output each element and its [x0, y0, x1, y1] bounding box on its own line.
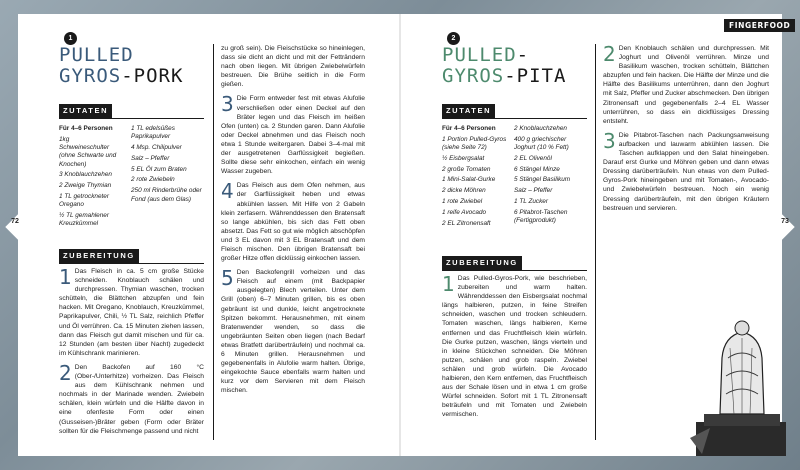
ingredient-item: 250 ml Rinderbrühe oder Fond (aus dem Glas) — [131, 187, 202, 203]
title-line2-b: -PITA — [504, 65, 567, 87]
recipe-step — [59, 360, 204, 436]
ingredient-item: Für 4–6 Personen — [442, 125, 496, 132]
title-line1-b: - — [516, 44, 530, 66]
ingredient-item: 3 Knoblauchzehen — [59, 171, 112, 179]
recipe-step — [442, 274, 587, 420]
statue-illustration — [690, 318, 786, 456]
ingredient-item: ½ Eisbergsalat — [442, 154, 485, 162]
zutaten-heading-left: ZUTATEN — [59, 104, 112, 118]
ingredients-left-col2 — [131, 125, 203, 206]
zubereitung-rule-left — [59, 263, 204, 264]
ingredient-item: 1 TL Zucker — [514, 198, 548, 206]
recipe-badge-right: 2 — [447, 32, 460, 45]
recipe-step — [603, 128, 769, 213]
recipe-step — [221, 181, 365, 263]
zutaten-rule-right — [442, 118, 587, 119]
book-spine — [399, 14, 401, 456]
zutaten-rule-left — [59, 118, 204, 119]
ingredient-item: 2 EL Zitronensaft — [442, 219, 491, 227]
ingredients-right-col2 — [514, 125, 586, 228]
recipe-step — [221, 94, 365, 176]
ingredient-item: 1 Portion Pulled-Gyros (siehe Seite 72) — [442, 135, 507, 152]
steps-left-col1 — [59, 267, 204, 441]
ingredient-item: 1kg Schweineschulter (ohne Schwarte und Knochen) — [59, 135, 117, 168]
ingredient-item: 2 große Tomaten — [442, 165, 491, 173]
category-tag: FINGERFOOD — [724, 19, 795, 32]
step-text: Die Form entweder fest mit etwas Alufolie verschließen oder einen Deckel auf den Bräter legen und das Fleisch im heißen Ofen (unten) ca. 2 Stunden garen. Dann Alufolie oder Deckel abnehmen und das Fleisch noch etwa 1 Stunde weitergaren. Dabei 3–4-mal mit der ausgetretenen Garflüssigkeit begießen. Sollte diese sehr einkochen, einfach ein wenig Wasser zugeben. — [221, 95, 365, 176]
zubereitung-rule-right — [442, 270, 587, 271]
recipe-title-right — [442, 45, 566, 87]
step-text: Die Pitabrot-Taschen nach Packungsanweisung aufbacken und lauwarm abkühlen lassen. Die Taschen aufklappen und den Salat hineingeben. Darauf erst Gurke und Möhren geben und dann etwas Dressing darüberträufeln. Nun etwas von dem Pulled-Gyros-Pork hineingeben und mit Tomaten-, Avocado- und Zwiebelwürfeln bestreuen. Noch ein wenig Dressing darüberträufeln, mit den übrigen Kräutern bestreuen und servieren. — [603, 131, 769, 212]
title-line2-b: -PORK — [121, 65, 184, 87]
ingredient-item: Für 4–6 Personen — [59, 125, 113, 132]
title-line2-a: GYROS — [59, 65, 122, 87]
recipe-step — [59, 267, 204, 358]
step-text: Den Knoblauch schälen und durchpressen. Mit Joghurt und Olivenöl verrühren. Minze und Basilikum waschen, trocken schütteln, Blättchen abzupfen und fein hacken. Die Hälfte der Minze und die Hälfte des Basilikums unterrühren, dann den Joghurt mit Salz, Pfeffer und Zucker abschmecken. Den übrigen Zitronensaft und gegebenenfalls 2–4 EL Wasser unterrühren, so dass ein dickflüssiges Dressing entsteht. — [603, 45, 769, 125]
ingredients-right-col1 — [442, 125, 508, 230]
step-text: Das Pulled-Gyros-Pork, wie beschrieben, zubereiten und warm halten. Währenddessen den Eisbergsalat nochmal längs halbieren, putzen, in feine Streifen schneiden, waschen und trocken schleudern. Tomaten waschen, längs halbieren, Kerne entfernen und das Fruchtfleisch klein würfeln. Die Gurke putzen, waschen, längs vierteln und in kleine Stückchen schneiden. Die Möhren putzen, schälen und grob raspeln. Zwiebel schälen und grob würfeln. Die Avocado halbieren, den Kern entfernen, das Fruchtfleisch aus der Schale lösen und in etwa 1 cm große Würfel schneiden. Sofort mit 1 TL Zitronensaft beträufeln und mit Tomaten und Zwiebeln vermischen. — [442, 275, 587, 419]
ingredient-item: 6 Stängel Minze — [514, 165, 560, 173]
step-number: 5 — [221, 266, 234, 291]
step-number: 1 — [442, 272, 455, 296]
ingredient-item: Salz – Pfeffer — [131, 154, 170, 162]
zutaten-heading-right: ZUTATEN — [442, 104, 495, 118]
ingredient-item: 5 Stängel Basilikum — [514, 176, 571, 184]
title-line1: PULLED — [59, 44, 134, 66]
steps-right-col1 — [442, 274, 587, 425]
step-text: Den Backofengrill vorheizen und das Fleisch auf einem (mit Backpapier ausgelegten) Blech verteilen. Unter dem Grill (oben) 6–7 Minuten grillen, bis es oben gebräunt ist und dunkle, leicht angetrocknete Spitzen bekommt. Herausnehmen, mit einem Bratenwender wenden, so dass die ungebräunten Seiten oben liegen (nach Bedarf etwas Bratfett darüberträufeln) und nochmal ca. 6 Minuten grillen. Herausnehmen und gegebenenfalls in Alufolie warm halten. Übrige, eingekochte Sauce ebenfalls warm halten und kurz vor dem Servieren mit dem Fleisch mischen. — [221, 269, 365, 395]
ingredient-item: 1 reife Avocado — [442, 208, 487, 216]
page-number-left: 72 — [11, 218, 19, 225]
ingredient-item: 6 Pitabrot-Taschen (Fertigprodukt) — [514, 208, 568, 225]
title-line1-a: PULLED — [442, 44, 517, 66]
step-number: 2 — [59, 360, 72, 385]
ingredient-item: Salz – Pfeffer — [514, 187, 553, 195]
column-divider-right — [595, 44, 596, 440]
recipe-step — [221, 268, 365, 395]
recipe-step — [221, 44, 365, 89]
ingredient-item: 2 dicke Möhren — [442, 187, 486, 195]
column-divider-left — [213, 44, 214, 440]
ingredient-item: 2 Zweige Thymian — [59, 182, 112, 190]
ingredient-item: ½ TL gemahlener Kreuzkümmel — [59, 212, 109, 228]
ingredient-item: 1 TL edelsüßes Paprikapulver — [131, 125, 175, 141]
step-number: 3 — [221, 92, 234, 117]
zubereitung-heading-left: ZUBEREITUNG — [59, 249, 139, 263]
page-number-right: 73 — [781, 218, 789, 225]
ingredients-left-col1 — [59, 125, 121, 231]
title-line2-a: GYROS — [442, 65, 505, 87]
ingredient-item: 5 EL Öl zum Braten — [131, 165, 187, 173]
ingredient-item: 1 Mini-Salat-Gurke — [442, 176, 496, 184]
recipe-badge-left: 1 — [64, 32, 77, 45]
step-number: 3 — [603, 128, 616, 153]
step-number: 2 — [603, 42, 616, 66]
ingredient-item: 2 rote Zwiebeln — [131, 176, 175, 184]
step-text: zu groß sein). Die Fleischstücke so hineinlegen, dass sie dicht an dicht und mit der Fetträndern nach oben liegen. Mit übrigen Zwiebelwürfeln bestreuen. Die Brühe seitlich in die Form gießen. — [221, 45, 365, 89]
step-text: Das Fleisch in ca. 5 cm große Stücke schneiden. Knoblauch schälen und durchpressen. Thymian waschen, trocken schütteln, die Blättchen abzupfen und fein hacken. Mit Oregano, Knoblauch, Kreuzkümmel, Paprikapulver, Chili, ½ TL Salz, reichlich Pfeffer und Öl verrühren. Ca. 15 Minuten ziehen lassen, dann das Fleisch gut damit mischen und für ca. 12 Stunden (am besten über Nacht) zugedeckt im Kühlschrank marinieren. — [59, 268, 204, 357]
recipe-title-left — [59, 45, 183, 87]
ingredient-item: 1 TL getrockneter Oregano — [59, 193, 109, 209]
ingredient-item: 400 g griechischer Joghurt (10 % Fett) — [514, 135, 569, 152]
step-text: Das Fleisch aus dem Ofen nehmen, aus der Garflüssigkeit heben und etwas abkühlen lassen. Mit Hilfe von 2 Gabeln klein zerfasern. Währenddessen den Bratensaft so lange abkühlen, bis sich das Fett oben absetzt. Das Fett so gut wie möglich abschöpfen und 3 EL davon mit 3 EL Bratensaft und dem Fleisch mischen. Den übrigen Bratensaft bei großer Hitze offen dicklüssig einkochen lassen. — [221, 182, 365, 263]
recipe-step — [603, 44, 769, 126]
steps-right-col2 — [603, 44, 769, 218]
ingredient-item: 2 Knoblauchzehen — [514, 125, 567, 132]
ingredient-item: 4 Msp. Chilipulver — [131, 144, 182, 152]
step-number: 1 — [59, 265, 72, 289]
step-text: Den Backofen auf 160 °C (Ober-/Unterhitze) vorheizen. Das Fleisch aus dem Kühlschrank nehmen und nochmals in der Marinade wenden. Zwiebeln schälen, klein würfeln und die Hälfte davon in eine ofenfeste Form oder einen (Gusseisen-)Bräter geben (Form oder Bräter sollten für die Fleischmenge passend und nicht — [59, 363, 204, 435]
zubereitung-heading-right: ZUBEREITUNG — [442, 256, 522, 270]
step-number: 4 — [221, 179, 234, 204]
ingredient-item: 2 EL Olivenöl — [514, 154, 552, 162]
steps-left-col2 — [221, 44, 365, 400]
ingredient-item: 1 rote Zwiebel — [442, 198, 483, 206]
